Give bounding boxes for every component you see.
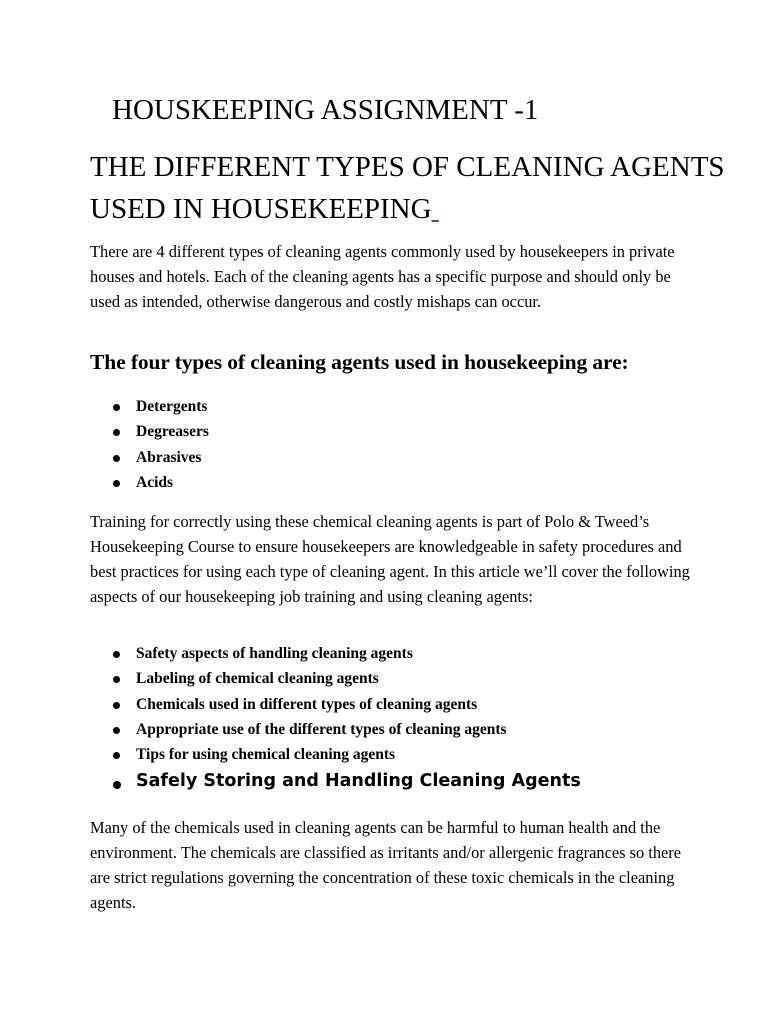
- list-item-degreasers: Degreasers: [90, 419, 209, 444]
- list-item-abrasives: Abrasives: [90, 445, 209, 470]
- section-heading: Safely Storing and Handling Cleaning Agents: [90, 771, 581, 791]
- main-heading-text: THE DIFFERENT TYPES OF CLEANING AGENTS USED IN HOUSEKEEPING: [90, 151, 725, 225]
- assignment-title: HOUSKEEPING ASSIGNMENT -1: [112, 94, 539, 126]
- list-item-tips: Tips for using chemical cleaning agents: [90, 742, 507, 767]
- types-list: [90, 394, 209, 495]
- list-item-appropriate-use: Appropriate use of the different types of cleaning agents: [90, 717, 507, 742]
- main-heading: [90, 146, 730, 230]
- types-heading: The four types of cleaning agents used in housekeeping are:: [90, 350, 629, 374]
- list-item-safety-aspects: Safety aspects of handling cleaning agents: [90, 641, 507, 666]
- section-paragraph: Many of the chemicals used in cleaning agents can be harmful to human health and the environment. The chemicals are classified as irritants and/or allergenic fragrances so there are strict regulations governing the concentration of these toxic chemicals in the cleaning agents.: [90, 818, 682, 912]
- list-item-chemicals-used: Chemicals used in different types of cleaning agents: [90, 692, 507, 717]
- heading-link-underline[interactable]: [432, 193, 439, 225]
- list-item-detergents: Detergents: [90, 394, 209, 419]
- list-item-acids: Acids: [90, 470, 209, 495]
- training-paragraph: Training for correctly using these chemical cleaning agents is part of Polo & Tweed’s Housekeeping Course to ensure housekeepers are knowledgeable in safety procedures and best practices for using each type of cleaning agent. In this article we’ll cover the following aspects of our housekeeping job training and using cleaning agents:: [90, 512, 690, 606]
- aspects-list: [90, 641, 507, 767]
- intro-paragraph: There are 4 different types of cleaning agents commonly used by housekeepers in private houses and hotels. Each of the cleaning agents has a specific purpose and should only be used as intended, otherwise dangerous and costly mishaps can occur.: [90, 242, 675, 311]
- list-item-labeling: Labeling of chemical cleaning agents: [90, 666, 507, 691]
